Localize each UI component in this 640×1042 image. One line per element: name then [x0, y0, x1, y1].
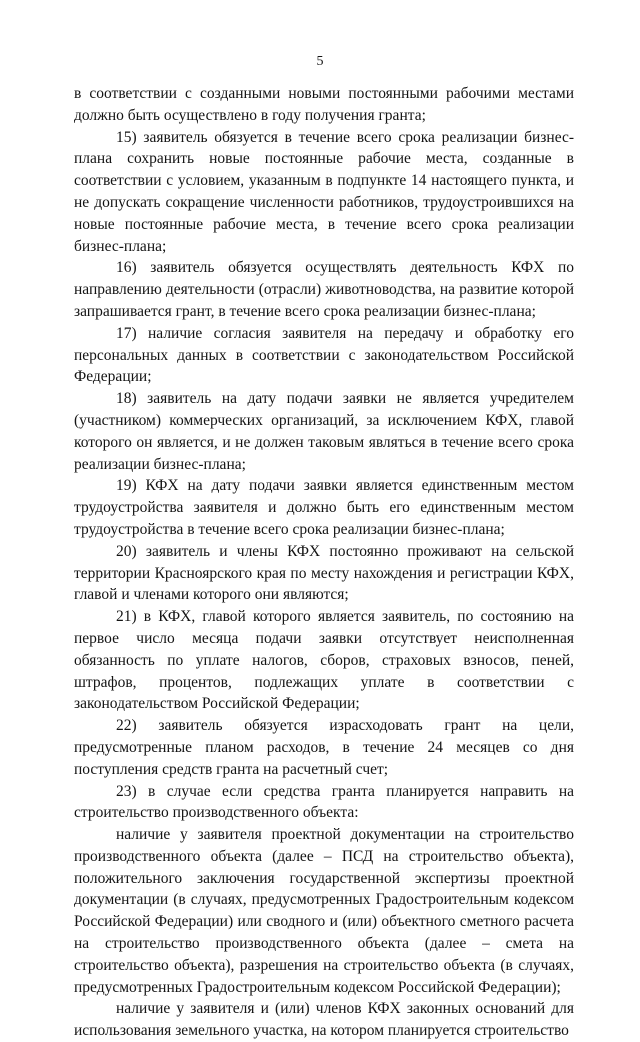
paragraph-item-16: 16) заявитель обязуется осуществлять деятельность КФХ по направлению деятельности (отрасли) животноводства, на развитие которой запрашивается грант, в течение всего срока реализации бизнес-плана; [74, 259, 574, 320]
paragraph-item-23: 23) в случае если средства гранта планируется направить на строительство производственного объекта: [74, 782, 574, 822]
paragraph-item-21: 21) в КФХ, главой которого является заявитель, по состоянию на первое число месяца подачи заявки отсутствует неисполненная обязанность по уплате налогов, сборов, страховых взносов, пеней, штрафов, процентов, подлежащих уплате в соответствии с законодательством Российской Федерации; [74, 608, 574, 713]
paragraph-item-15: 15) заявитель обязуется в течение всего срока реализации бизнес-плана сохранить новые постоянные рабочие места, созданные в соответствии с условием, указанным в подпункте 14 настоящего пункта, и не допускать сокращение численности работников, трудоустроившихся на новые постоянные рабочие места, в течение всего срока реализации бизнес-плана; [74, 128, 574, 255]
paragraph-item-17: 17) наличие согласия заявителя на передачу и обработку его персональных данных в соответствии с законодательством Российской Федерации; [74, 324, 574, 386]
paragraph-land-requirement: наличие у заявителя и (или) членов КФХ законных оснований для использования земельного участка, на котором планируется строительство [74, 1000, 574, 1040]
document-body [74, 83, 574, 1042]
paragraph-item-22: 22) заявитель обязуется израсходовать грант на цели, предусмотренные планом расходов, в течение 24 месяцев со дня поступления средств гранта на расчетный счет; [74, 717, 574, 778]
page-number: 5 [316, 54, 324, 69]
paragraph-item-18: 18) заявитель на дату подачи заявки не является учредителем (участником) коммерческих организаций, за исключением КФХ, главой которого он является, и не должен таковым являться в течение всего срока реализации бизнес-плана; [74, 390, 574, 473]
paragraph-item-19: 19) КФХ на дату подачи заявки является единственным местом трудоустройства заявителя и должно быть его единственным местом трудоустройства в течение всего срока реализации бизнес-плана; [74, 477, 574, 538]
paragraph-psd-requirement: наличие у заявителя проектной документации на строительство производственного объекта (далее – ПСД на строительство объекта), положительного заключения государственной экспертизы проектной документации (в случаях, предусмотренных Градостроительным кодексом Российской Федерации) или сводного и (или) объектного сметного расчета на строительство производственного объекта (далее – смета на строительство объекта), разрешения на строительство объекта (в случаях, предусмотренных Градостроительным кодексом Российской Федерации); [74, 826, 574, 996]
paragraph-item-20: 20) заявитель и члены КФХ постоянно проживают на сельской территории Красноярского края по месту нахождения и регистрации КФХ, главой и членами которого они являются; [74, 542, 574, 604]
paragraph-continuation: в соответствии с созданными новыми постоянными рабочими местами должно быть осуществлено в году получения гранта; [74, 85, 574, 124]
